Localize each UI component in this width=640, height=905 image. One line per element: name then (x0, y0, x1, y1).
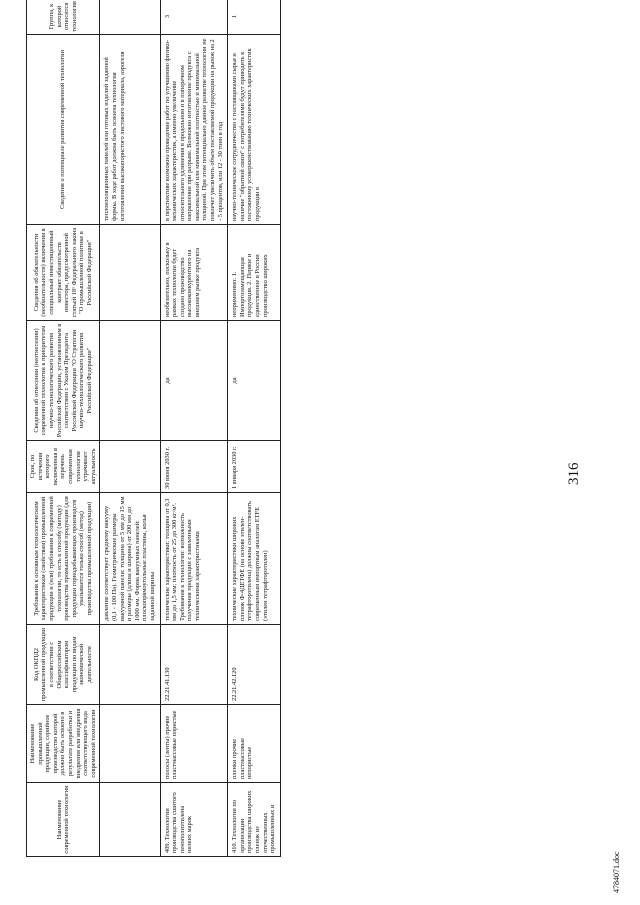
cell-obligation: неприменимо: 1. Импортозамещающая продукция. 2. Первое и единственное в России производство широких (228, 225, 281, 321)
cell-technology: 410. Технологии по организации производства широких пленок из отечественных промышленных и (228, 783, 281, 857)
cell-group: 3 (160, 0, 228, 35)
header-obligation: Сведения об обязательности (необязательности) включения в специальный инвестиционный контракт обязательств инвестора, предусмотренной статьей 18¹ Федерального закона "О промышленной политике в Российской Федерации" (27, 225, 100, 321)
cell-potential: в перспективе возможно проведение работ по улучшению физико-механических характеристик, а именно увеличение относительного удлинения в продольном и в поперечном направлении при разрыве. Возможно изготовление продукта с максимальной или минимальной плотностью и минимальной толщиной. При этом потенциально данное развитие технологии не повлечет увеличить объем поставляемой продукции на рынок на 2 - 5 процентов, или 12 - 30 тонн в год (160, 35, 228, 225)
cell-potential: теплоизоляционных панелей или готовых изделий заданной формы. В ходе работ должна быть освоена технология изготовления высокопористого листового материала, аэрогеля (100, 35, 160, 225)
header-row (27, 0, 100, 857)
cell-obligation: необязательно, поскольку в рамках технологии будет создано производство высококонкурентного на внешнем рынке продукта (160, 225, 228, 321)
header-requirements: Требования к основным технологическим характеристикам (свойствам) промышленной продукции и (или) требования к современной технологии, то есть к способу (методу) производства промышленной продукции (для продукции горнодобывающих производств указывается только способ (метод) производства промышленной продукции) (27, 493, 100, 625)
cell-potential: научно-техническое сотрудничество с поставщиками сырья и наличие "обратной связи" с потребителями будут приводить к постоянному усовершенствованию технических характеристик продукции в (228, 35, 281, 225)
header-okpd2-code: Код ОКПД2 промышленной продукции в соответствии с Общероссийским классификатором продукции по видам экономической деятельности (27, 625, 100, 705)
row-number: 410. (231, 841, 239, 853)
header-potential: Сведения о потенциале развития современной технологии (27, 35, 100, 225)
cell-code: 22.21.41.130 (160, 625, 228, 705)
cell-requirements: технические характеристики широких пленок Ф-4ДЕТФЕ (на основе этилен-тетрафторэтилена) должны соответствовать современным импортным аналогам ETFE (этилен тетрафторэтилен) (228, 493, 281, 625)
cell-requirements: технические характеристики: толщина от 0,3 мм до 1,5 мм; плотность от 25 до 300 кг/м³. Требования к технологии: возможность получения продукции с заявленными техническими характеристиками (160, 493, 228, 625)
table-row-continuation (100, 0, 160, 857)
page-number: 316 (566, 462, 582, 485)
cell-term: 30 июня 2030 г. (160, 441, 228, 493)
cell-term: 1 января 2030 г. (228, 441, 281, 493)
document-id: 4784071.doc (612, 851, 621, 893)
cell-product: пленки прочие пластмассовые непористые (228, 705, 281, 783)
cell-priority: да (228, 321, 281, 441)
table-row (228, 0, 281, 857)
header-priority: Сведения об отнесении (неотнесении) современной технологии к приоритетам научно-технологического развития Российской Федерации, установленным в соответствии с Указом Президента Российской Федерации "О Стратегии научно-технологического развития Российской Федерации" (27, 321, 100, 441)
cell-requirements: давление соответствует среднему вакууму (0,1 - 100 Па). Геометрические размеры вакуумной панели: толщина от 5 мм до 15 мм и размеры (длина и ширина) от 200 мм до 1000 мм. Форма вакуумных панелей: плоскопрямоугольные пластины, колья заданной ширины (100, 493, 160, 625)
cell-product: полосы (ленты) прочие пластмассовые пористые (160, 705, 228, 783)
cell-priority: да (160, 321, 228, 441)
cell-code: 22.21.42.120 (228, 625, 281, 705)
cell-group: 1 (228, 0, 281, 35)
row-number: 409. (163, 841, 171, 853)
cell-technology: 409. Технологии производства сшитого пенополиэтилена низких марок (160, 783, 228, 857)
header-product: Наименование промышленной продукции, серийное производство которой должно быть освоено в результате разработки и внедрения или внедрения соответствующего вида современной технологии (27, 705, 100, 783)
table-row (160, 0, 228, 857)
technology-table (26, 0, 281, 857)
header-technology: Наименование современной технологии (27, 783, 100, 857)
header-term: Срок, по истечении которого включенная в перечень современная технология утрачивает актуальность (27, 441, 100, 493)
header-group: Группа, к которой относится технология (27, 0, 100, 35)
